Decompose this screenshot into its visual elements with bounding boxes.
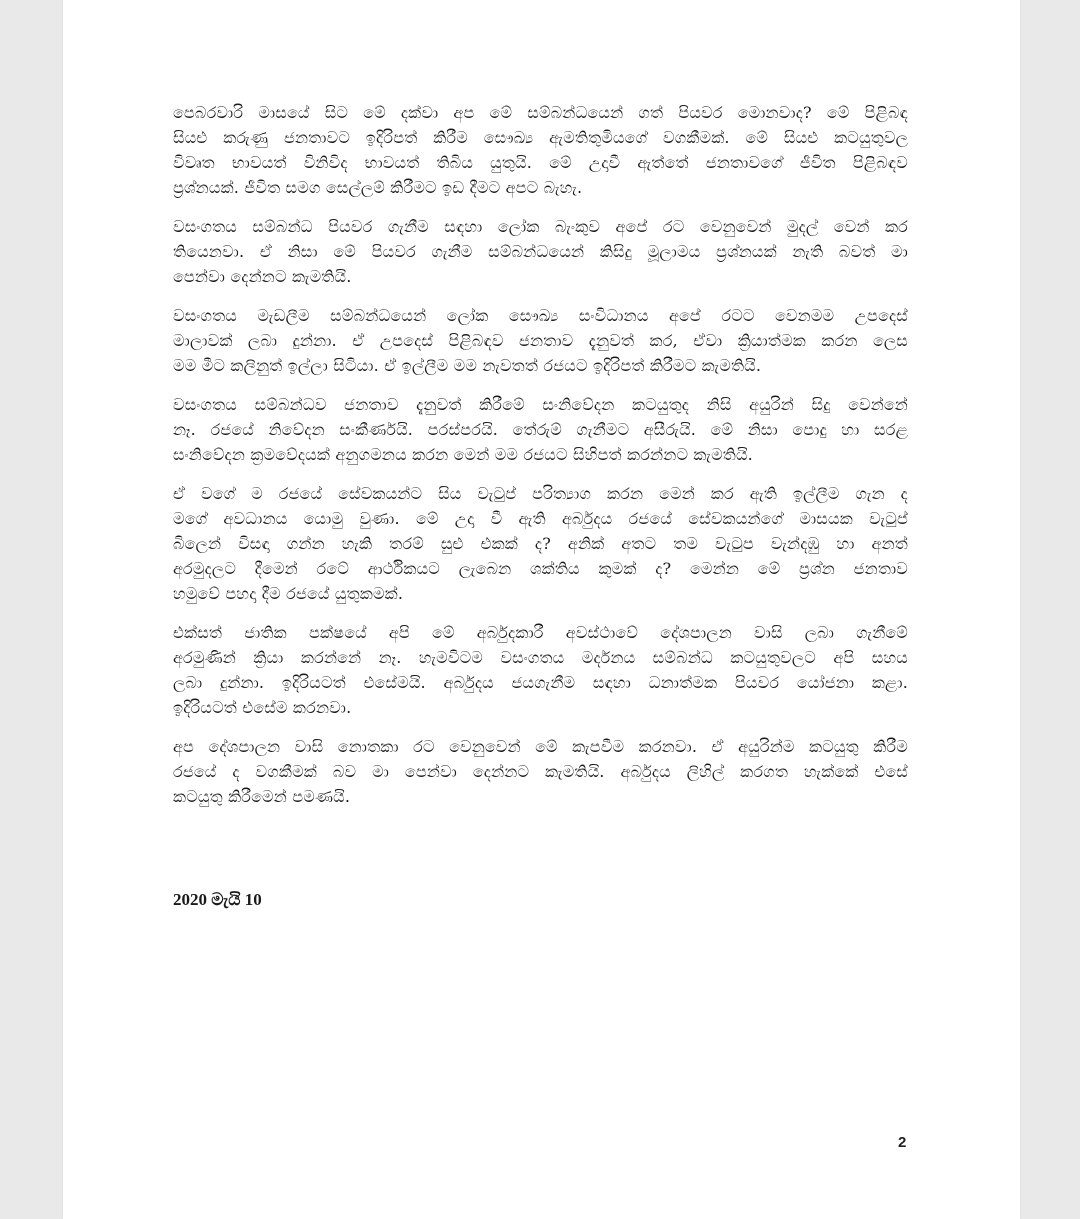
paragraph	[173, 100, 908, 200]
paragraph	[173, 481, 908, 606]
text-line: වසංගතය සම්බන්ධව ජනතාව දැනුවත් කිරීමේ සංනිවේදන කටයුතුද නිසි අයුරින් සිදු වෙන්නේ	[173, 395, 908, 414]
page-number: 2	[898, 1134, 907, 1151]
text-line: පෙන්වා දෙන්නට කැමතියි.	[173, 267, 352, 286]
text-line: මගේ අවධානය යොමු වුණා. මේ උදා වී ඇති අර්බුදය රජයේ සේවකයන්ගේ මාසයක වැටුප්	[173, 509, 908, 528]
text-line: ඒ වගේ ම රජයේ සේවකයන්ට සිය වැටුප් පරිත්‍යාග කරන මෙන් කර ඇති ඉල්ලීම ගැන ද	[173, 484, 908, 503]
text-line: මාලාවක් ලබා දුන්නා. ඒ උපදෙස් පිළිබඳව ජනතාව දැනුවත් කර, ඒවා ක්‍රියාත්මක කරන ලෙස	[173, 331, 908, 350]
text-line: තියෙනවා. ඒ නිසා මේ පියවර ගැනීම සම්බන්ධයෙන් කිසිදු මූලාමය ප්‍රශ්නයක් නැති බවත් මා	[173, 242, 908, 261]
document-page	[63, 0, 1020, 1219]
text-line: සියළු කරුණු ජනතාවට ඉදිරිපත් කිරීම සෞඛ්‍ය ඇමතිතුමියගේ වගකීමක්. මේ සියළු කටයුතුවල	[173, 128, 908, 147]
text-line: හමුවේ පහදා දීම රජයේ යුතුකමක්.	[173, 584, 404, 603]
text-line: බිලෙන් විසඳා ගන්න හැකි තරම් සුළු එකක් ද? අනික් අතට තම වැටුප වැන්දඹු හා අනත්	[173, 534, 908, 553]
text-line: ප්‍රශ්නයක්. ජීවිත සමග සෙල්ලම් කිරීමට ඉඩ දීමට අපට බැහැ.	[173, 178, 583, 197]
text-line: පෙබරවාරි මාසයේ සිට මේ දක්වා අප මේ සම්බන්ධයෙන් ගත් පියවර මොනවාද? මේ පිළිබඳ	[173, 103, 908, 122]
text-line: අරමුණින් ක්‍රියා කරන්නේ නෑ. හැමවිටම වසංගතය මර්දනය සම්බන්ධ කටයුතුවලට අපි සහය	[173, 648, 908, 667]
text-line: ලබා දුන්නා. ඉදිරියටත් එසේමයි. අර්බුදය ජයගැනීම සඳහා ධනාත්මක පියවර යෝජනා කළා.	[173, 673, 908, 692]
paragraph	[173, 620, 908, 720]
text-line: විවෘත භාවයත් විනිවිද භාවයත් තිබිය යුතුයි. මේ උදාවී ඇත්තේ ජනතාවගේ ජීවිත පිළිබඳව	[173, 153, 908, 172]
text-line: වසංගතය මැඩලීම සම්බන්ධයෙන් ලෝක සෞඛ්‍ය සංවිධානය අපේ රටට වෙනමම උපදෙස්	[173, 306, 908, 325]
paragraph	[173, 392, 908, 467]
text-line: ඉදිරියටත් එසේම කරනවා.	[173, 698, 352, 717]
document-date: 2020 මැයි 10	[173, 890, 262, 909]
text-line: රජයේ ද වගකීමක් බව මා පෙන්වා දෙන්නට කැමතියි. අර්බුදය ලිහිල් කරගත හැක්කේ එසේ	[173, 762, 908, 781]
paragraph	[173, 303, 908, 378]
text-line: කටයුතු කිරීමෙන් පමණයි.	[173, 787, 351, 806]
text-line: සංනිවේදන ක්‍රමවේදයක් අනුගමනය කරන මෙන් මම රජයට සිහිපත් කරන්නට කැමතියි.	[173, 445, 753, 464]
text-line: වසංගතය සම්බන්ධ පියවර ගැනීම සඳහා ලෝක බැංකුව අපේ රට වෙනුවෙන් මුදල් වෙන් කර	[173, 217, 908, 236]
paragraph	[173, 734, 908, 809]
text-line: මම මීට කලිනුත් ඉල්ලා සිටියා. ඒ ඉල්ලීම මම නැවතත් රජයට ඉදිරිපත් කිරීමට කැමතියි.	[173, 356, 762, 375]
paragraph	[173, 214, 908, 289]
text-line: නෑ. රජයේ නිවේදන සංකීර්ණයි. පරස්පරයි. තේරුම් ගැනීමට අසීරුයි. මේ නිසා පොදු හා සරළ	[173, 420, 908, 439]
document-body	[173, 100, 908, 823]
text-line: අප දේශපාලන වාසි නොතකා රට වෙනුවෙන් මේ කැපවීම කරනවා. ඒ අයුරින්ම කටයුතු කිරීම	[173, 737, 908, 756]
text-line: අරමුදලට දීමෙන් රටේ ආර්ථිකයට ලැබෙන ශක්තිය කුමක් ද? මෙන්න මේ ප්‍රශ්න ජනතාව	[173, 559, 908, 578]
text-line: එක්සත් ජාතික පක්ෂයේ අපි මේ අර්බුදකාරී අවස්ථාවේ දේශපාලන වාසි ලබා ගැනීමේ	[173, 623, 908, 642]
